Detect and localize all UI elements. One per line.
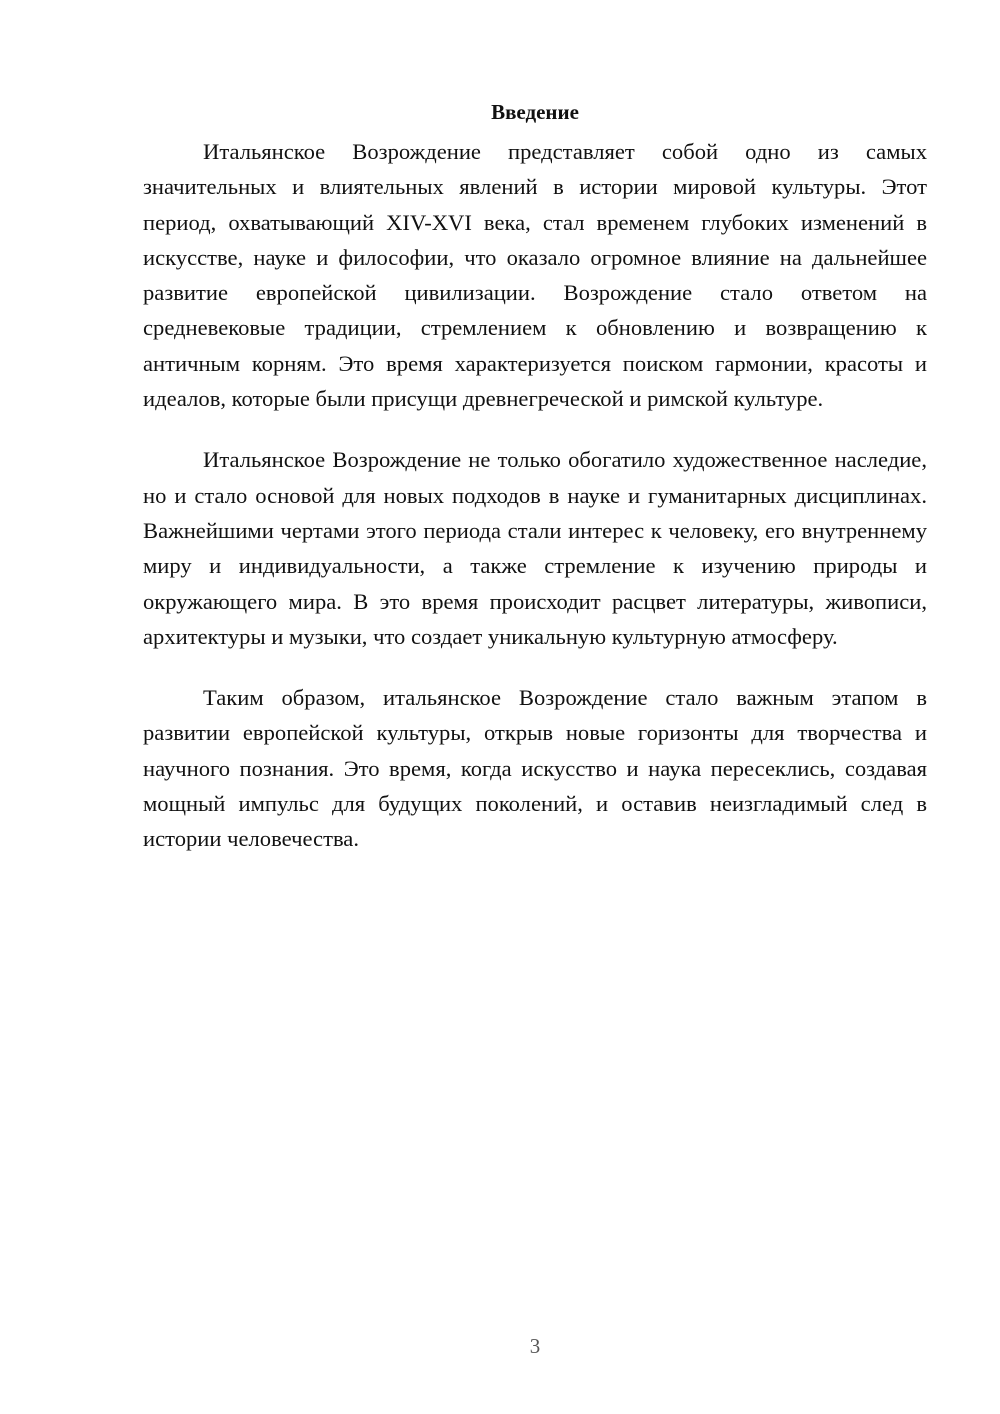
paragraph-2: Итальянское Возрождение не только обогатило художественное наследие, но и стало основой для новых подходов в науке и гуманитарных дисциплинах. Важнейшими чертами этого периода стали интерес к человеку, его внутреннему миру и индивидуальности, а также стремление к изучению природы и окружающего мира. В это время происходит расцвет литературы, живописи, архитектуры и музыки, что создает уникальную культурную атмосферу. <box>143 447 927 649</box>
paragraph-1: Итальянское Возрождение представляет собой одно из самых значительных и влиятельных явлений в истории мировой культуры. Этот период, охватывающий XIV-XVI века, стал временем глубоких изменений в искусстве, науке и философии, что оказало огромное влияние на дальнейшее развитие европейской цивилизации. Возрождение стало ответом на средневековые традиции, стремлением к обновлению и возвращению к античным корням. Это время характеризуется поиском гармонии, красоты и идеалов, которые были присущи древнегреческой и римской культуре. <box>143 139 927 412</box>
section-heading: Введение <box>491 100 579 124</box>
page-content <box>143 96 927 883</box>
page-number: 3 <box>529 1334 541 1358</box>
paragraph-3: Таким образом, итальянское Возрождение стало важным этапом в развитии европейской культуры, открыв новые горизонты для творчества и научного познания. Это время, когда искусство и наука пересеклись, создавая мощный импульс для будущих поколений, и оставив неизгладимый след в истории человечества. <box>143 685 927 852</box>
